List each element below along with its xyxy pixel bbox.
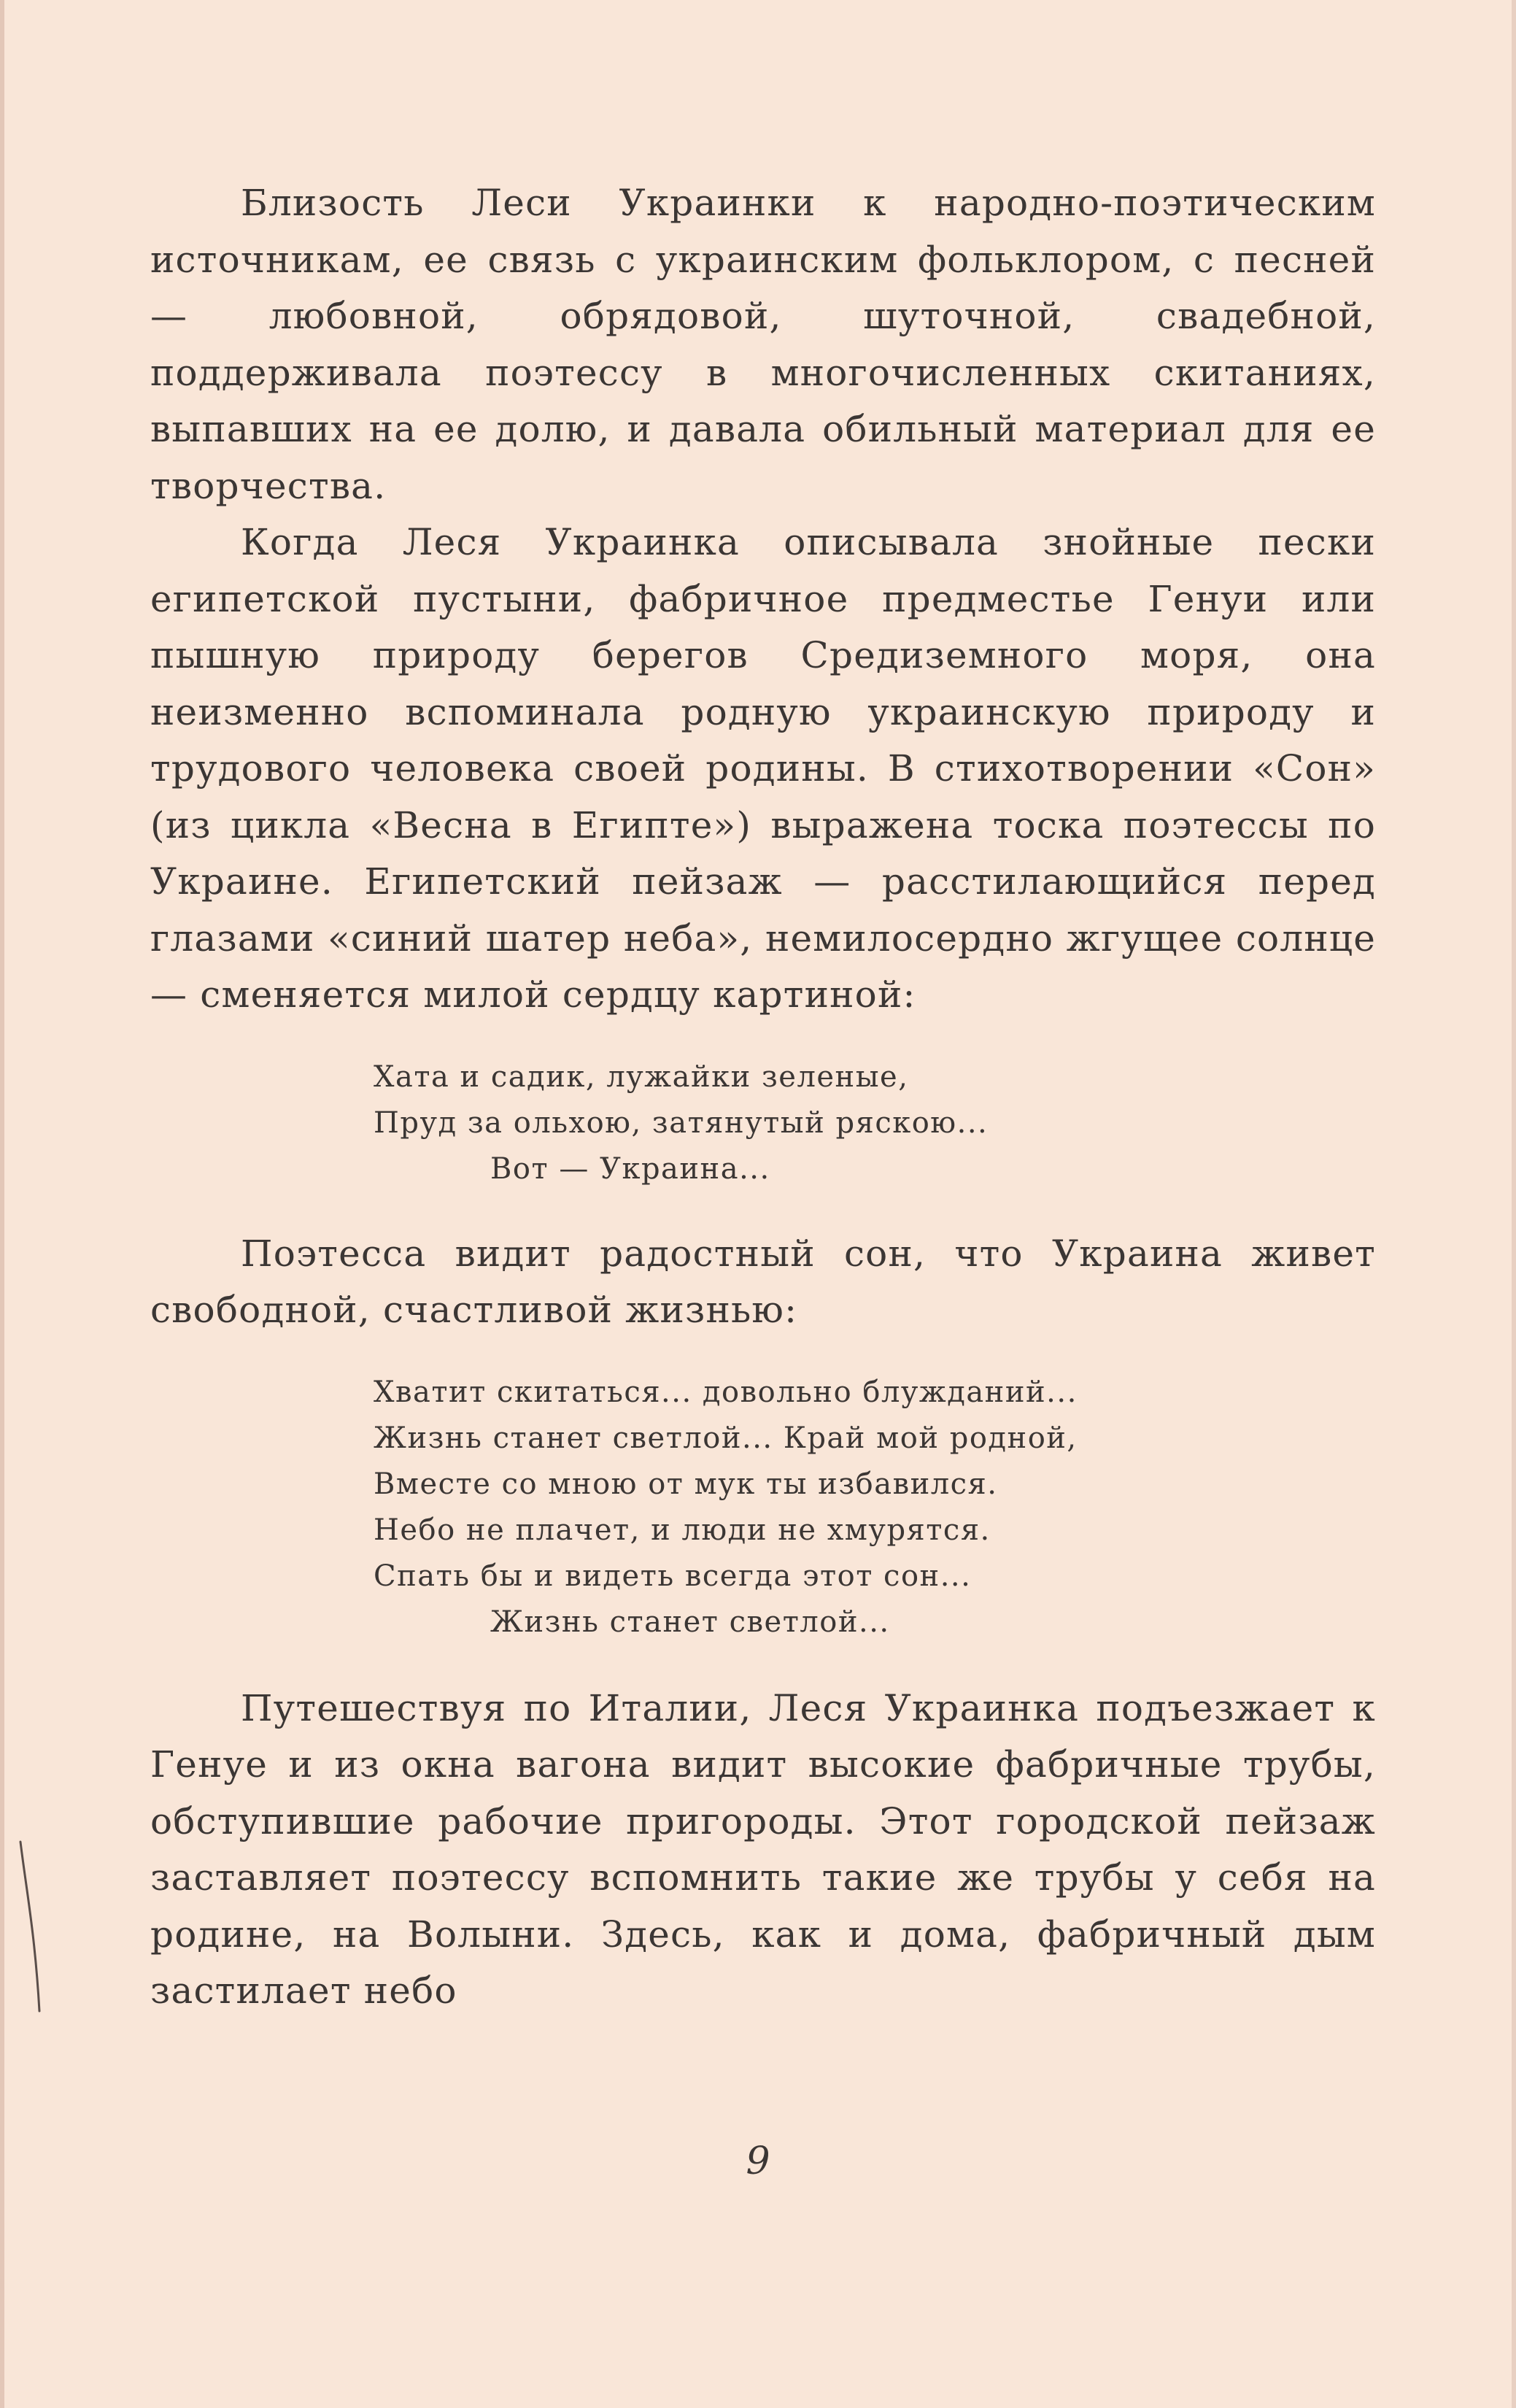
verse-line: Пруд за ольхою, затянутый ряскою...	[374, 1105, 989, 1140]
verse-line: Жизнь станет светлой... Край мой родной,	[374, 1421, 1078, 1455]
verse-quote-1	[150, 1054, 1376, 1192]
verse-line: Спать бы и видеть всегда этот сон...	[374, 1559, 972, 1593]
verse-line: Небо не плачет, и люди не хмурятся.	[374, 1513, 991, 1547]
verse-line: Вместе со мною от мук ты избавился.	[374, 1467, 998, 1501]
paragraph-1: Близость Леси Украинки к народно-поэтическим источникам, ее связь с украинским фольклором, с песней — любовной, обрядовой, шуточной, свадебной, поддерживала поэтессу в многочисленных скитаниях, выпавших на ее долю, и давала обильный материал для ее творчества.	[150, 182, 1376, 507]
paragraph-4: Путешествуя по Италии, Леся Украинка подъезжает к Генуе и из окна вагона видит высокие фабричные трубы, обступившие рабочие пригороды. Этот городской пейзаж заставляет поэтессу вспомнить такие же трубы у себя на родине, на Волыни. Здесь, как и дома, фабричный дым застилает небо	[150, 1686, 1376, 2012]
verse-line: Хватит скитаться... довольно блужданий...	[374, 1375, 1078, 1409]
verse-quote-2	[150, 1370, 1376, 1645]
paragraph-3: Поэтесса видит радостный сон, что Украина живет свободной, счастливой жизнью:	[150, 1232, 1376, 1331]
page-number: 9	[746, 2139, 770, 2183]
margin-pencil-mark	[16, 1839, 45, 2014]
verse-line: Жизнь станет светлой...	[490, 1605, 890, 1639]
paragraph-2: Когда Леся Украинка описывала знойные пески египетской пустыни, фабричное предместье Генуи или пышную природу берегов Средиземного моря, она неизменно вспоминала родную украинскую природу и трудового человека своей родины. В стихотворении «Сон» (из цикла «Весна в Египте») выражена тоска поэтессы по Украине. Египетский пейзаж — расстилающийся перед глазами «синий шатер неба», немилосердно жгущее солнце — сменяется милой сердцу картиной:	[150, 521, 1376, 1016]
verse-line: Хата и садик, лужайки зеленые,	[374, 1060, 909, 1094]
verse-line: Вот — Украина...	[490, 1151, 770, 1186]
book-page-text	[150, 175, 1376, 2020]
